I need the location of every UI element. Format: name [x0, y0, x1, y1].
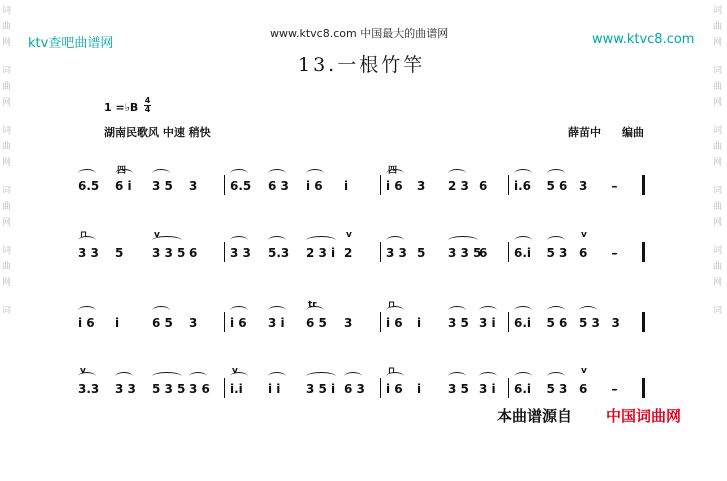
- slur: [306, 169, 324, 178]
- slur: [152, 169, 170, 178]
- watermark-char: 词: [2, 66, 12, 76]
- bar-line: [642, 312, 645, 332]
- note-group: 6 i: [115, 179, 132, 193]
- slur: [479, 372, 497, 381]
- note-group: i: [417, 316, 422, 330]
- slur: [78, 169, 96, 178]
- bar-line: [380, 312, 381, 332]
- key-signature: 1 =♭B: [104, 101, 139, 114]
- slur: [547, 306, 565, 315]
- slur: [230, 236, 248, 245]
- slur: [547, 236, 565, 245]
- note-group: –: [611, 382, 618, 396]
- watermark-char: 网: [713, 278, 723, 288]
- note-group: 2: [344, 246, 353, 260]
- slur: [268, 306, 286, 315]
- note-group: 3.3: [78, 382, 100, 396]
- site-url-right: www.ktvc8.com: [592, 32, 695, 47]
- note-group: 3 6: [189, 382, 210, 396]
- note-group: 6 3: [344, 382, 365, 396]
- slur: [448, 236, 478, 245]
- bar-line: [508, 378, 509, 398]
- bar-line: [224, 378, 225, 398]
- note-group: i: [417, 382, 422, 396]
- watermark-char: 网: [2, 218, 12, 228]
- note-group: 3 3: [78, 246, 99, 260]
- performance-mark: tr: [308, 300, 317, 310]
- bar-line: [224, 242, 225, 262]
- slur: [230, 306, 248, 315]
- watermark-right: [711, 0, 727, 481]
- note-group: 3: [611, 316, 620, 330]
- staff-line: [74, 368, 644, 408]
- bar-line: [380, 378, 381, 398]
- staff-line: [74, 232, 644, 272]
- slur: [386, 236, 404, 245]
- performance-mark: v: [154, 230, 160, 240]
- watermark-char: 曲: [713, 262, 723, 272]
- note-group: 3 i: [479, 382, 496, 396]
- slur: [514, 372, 532, 381]
- bar-line: [508, 175, 509, 195]
- composer-role: 编曲: [622, 126, 644, 139]
- note-group: 5: [417, 246, 426, 260]
- note-group: 3 3: [115, 382, 136, 396]
- note-group: i 6: [306, 179, 323, 193]
- watermark-left: [0, 0, 16, 481]
- note-group: 3 i: [479, 316, 496, 330]
- watermark-char: 网: [713, 218, 723, 228]
- note-group: 3 i: [268, 316, 285, 330]
- slur: [448, 372, 466, 381]
- watermark-char: 词: [713, 6, 723, 16]
- bar-line: [224, 175, 225, 195]
- watermark-char: 词: [713, 126, 723, 136]
- watermark-char: 词: [2, 6, 12, 16]
- note-group: 6 5: [152, 316, 173, 330]
- note-group: 5 6: [546, 316, 568, 330]
- time-signature: [144, 97, 151, 114]
- slur: [514, 306, 532, 315]
- note-group: i 6: [386, 382, 403, 396]
- note-group: 6.i: [514, 382, 532, 396]
- tempo-style: 湖南民歌风 中速 稍快: [104, 126, 211, 139]
- slur: [306, 236, 336, 245]
- watermark-char: 曲: [2, 262, 12, 272]
- watermark-char: 曲: [2, 202, 12, 212]
- note-group: 3: [189, 316, 198, 330]
- note-group: i 6: [386, 316, 403, 330]
- note-group: –: [611, 246, 618, 260]
- watermark-char: 词: [2, 306, 12, 316]
- bar-line: [224, 312, 225, 332]
- note-group: 3 3 5: [448, 246, 482, 260]
- note-group: 5: [115, 246, 124, 260]
- note-group: i 6: [386, 179, 403, 193]
- slur: [268, 372, 286, 381]
- bar-line: [380, 242, 381, 262]
- watermark-char: 词: [713, 66, 723, 76]
- note-group: 6.5: [230, 179, 252, 193]
- note-group: 6.i: [514, 246, 532, 260]
- performance-mark: v: [581, 230, 587, 240]
- note-group: 6 3: [268, 179, 289, 193]
- note-group: 3 5: [448, 382, 469, 396]
- watermark-char: 网: [713, 38, 723, 48]
- note-group: 3 5: [152, 179, 173, 193]
- note-group: i.i: [230, 382, 243, 396]
- performance-mark: 四: [117, 166, 127, 176]
- note-group: 6 5: [306, 316, 327, 330]
- slur: [479, 306, 497, 315]
- slur: [344, 372, 362, 381]
- note-group: 3 3: [386, 246, 407, 260]
- watermark-char: 词: [713, 306, 723, 316]
- watermark-char: 网: [2, 158, 12, 168]
- watermark-char: 词: [713, 186, 723, 196]
- note-group: 5.3: [268, 246, 290, 260]
- performance-mark: v: [232, 366, 238, 376]
- performance-mark: ⊓: [388, 300, 396, 310]
- note-group: i 6: [230, 316, 247, 330]
- note-group: 3: [189, 179, 198, 193]
- watermark-char: 网: [2, 38, 12, 48]
- performance-mark: ⊓: [80, 230, 88, 240]
- note-group: 5 3 5: [152, 382, 186, 396]
- bar-line: [508, 312, 509, 332]
- note-group: i: [344, 179, 349, 193]
- watermark-char: 网: [2, 98, 12, 108]
- note-group: 5 6: [546, 179, 568, 193]
- bar-line: [642, 175, 645, 195]
- note-group: i: [115, 316, 120, 330]
- note-group: i.6: [514, 179, 532, 193]
- site-name-left: ktv查吧曲谱网: [28, 36, 114, 51]
- note-group: 6: [189, 246, 198, 260]
- watermark-char: 网: [713, 158, 723, 168]
- watermark-char: 词: [2, 246, 12, 256]
- note-group: 3 5 i: [306, 382, 336, 396]
- slur: [547, 372, 565, 381]
- note-group: 3 3 5: [152, 246, 186, 260]
- note-group: 6: [579, 382, 588, 396]
- watermark-char: 曲: [713, 82, 723, 92]
- note-group: 3 5: [448, 316, 469, 330]
- note-group: i 6: [78, 316, 95, 330]
- slur: [268, 236, 286, 245]
- watermark-char: 曲: [2, 82, 12, 92]
- slur: [448, 169, 466, 178]
- performance-mark: 四: [388, 166, 398, 176]
- slur: [579, 306, 597, 315]
- watermark-char: 网: [2, 278, 12, 288]
- performance-mark: v: [346, 230, 352, 240]
- slur: [306, 372, 336, 381]
- watermark-char: 曲: [713, 202, 723, 212]
- note-group: 6.5: [78, 179, 100, 193]
- slur: [189, 372, 207, 381]
- composer-name: 薛苗中: [568, 126, 601, 139]
- meter-bottom: 4: [144, 105, 151, 114]
- note-group: 3: [344, 316, 353, 330]
- note-group: 2 3 i: [306, 246, 336, 260]
- bar-line: [508, 242, 509, 262]
- watermark-char: 词: [713, 246, 723, 256]
- slur: [448, 306, 466, 315]
- site-name-center: www.ktvc8.com 中国最大的曲谱网: [270, 27, 449, 40]
- note-group: 2 3: [448, 179, 469, 193]
- performance-mark: ⊓: [388, 366, 396, 376]
- performance-mark: v: [80, 366, 86, 376]
- slur: [152, 306, 170, 315]
- watermark-char: 词: [2, 126, 12, 136]
- slur: [152, 372, 182, 381]
- note-group: 6: [479, 246, 488, 260]
- note-group: 5 3: [546, 382, 568, 396]
- bar-line: [380, 175, 381, 195]
- note-group: 6.i: [514, 316, 532, 330]
- slur: [514, 236, 532, 245]
- slur: [230, 169, 248, 178]
- slur: [78, 306, 96, 315]
- note-group: 3: [417, 179, 426, 193]
- watermark-char: 曲: [713, 22, 723, 32]
- slur: [115, 372, 133, 381]
- note-group: –: [611, 179, 618, 193]
- note-group: 3 3: [230, 246, 251, 260]
- score-title: 13.一根竹竿: [298, 54, 426, 76]
- watermark-char: 曲: [2, 22, 12, 32]
- note-group: 3: [579, 179, 588, 193]
- staff-line: [74, 165, 644, 205]
- watermark-char: 词: [2, 186, 12, 196]
- staff-line: [74, 302, 644, 342]
- note-group: 5 3: [546, 246, 568, 260]
- note-group: 6: [479, 179, 488, 193]
- bar-line: [642, 378, 645, 398]
- slur: [547, 169, 565, 178]
- watermark-char: 曲: [2, 142, 12, 152]
- watermark-char: 曲: [713, 142, 723, 152]
- source-label: 本曲谱源自: [497, 407, 573, 425]
- slur: [514, 169, 532, 178]
- note-group: 5 3: [579, 316, 600, 330]
- meter-top: 4: [144, 96, 151, 105]
- performance-mark: v: [581, 366, 587, 376]
- slur: [268, 169, 286, 178]
- source-site: 中国词曲网: [606, 407, 682, 425]
- bar-line: [642, 242, 645, 262]
- watermark-char: 网: [713, 98, 723, 108]
- note-group: 6: [579, 246, 588, 260]
- note-group: i i: [268, 382, 281, 396]
